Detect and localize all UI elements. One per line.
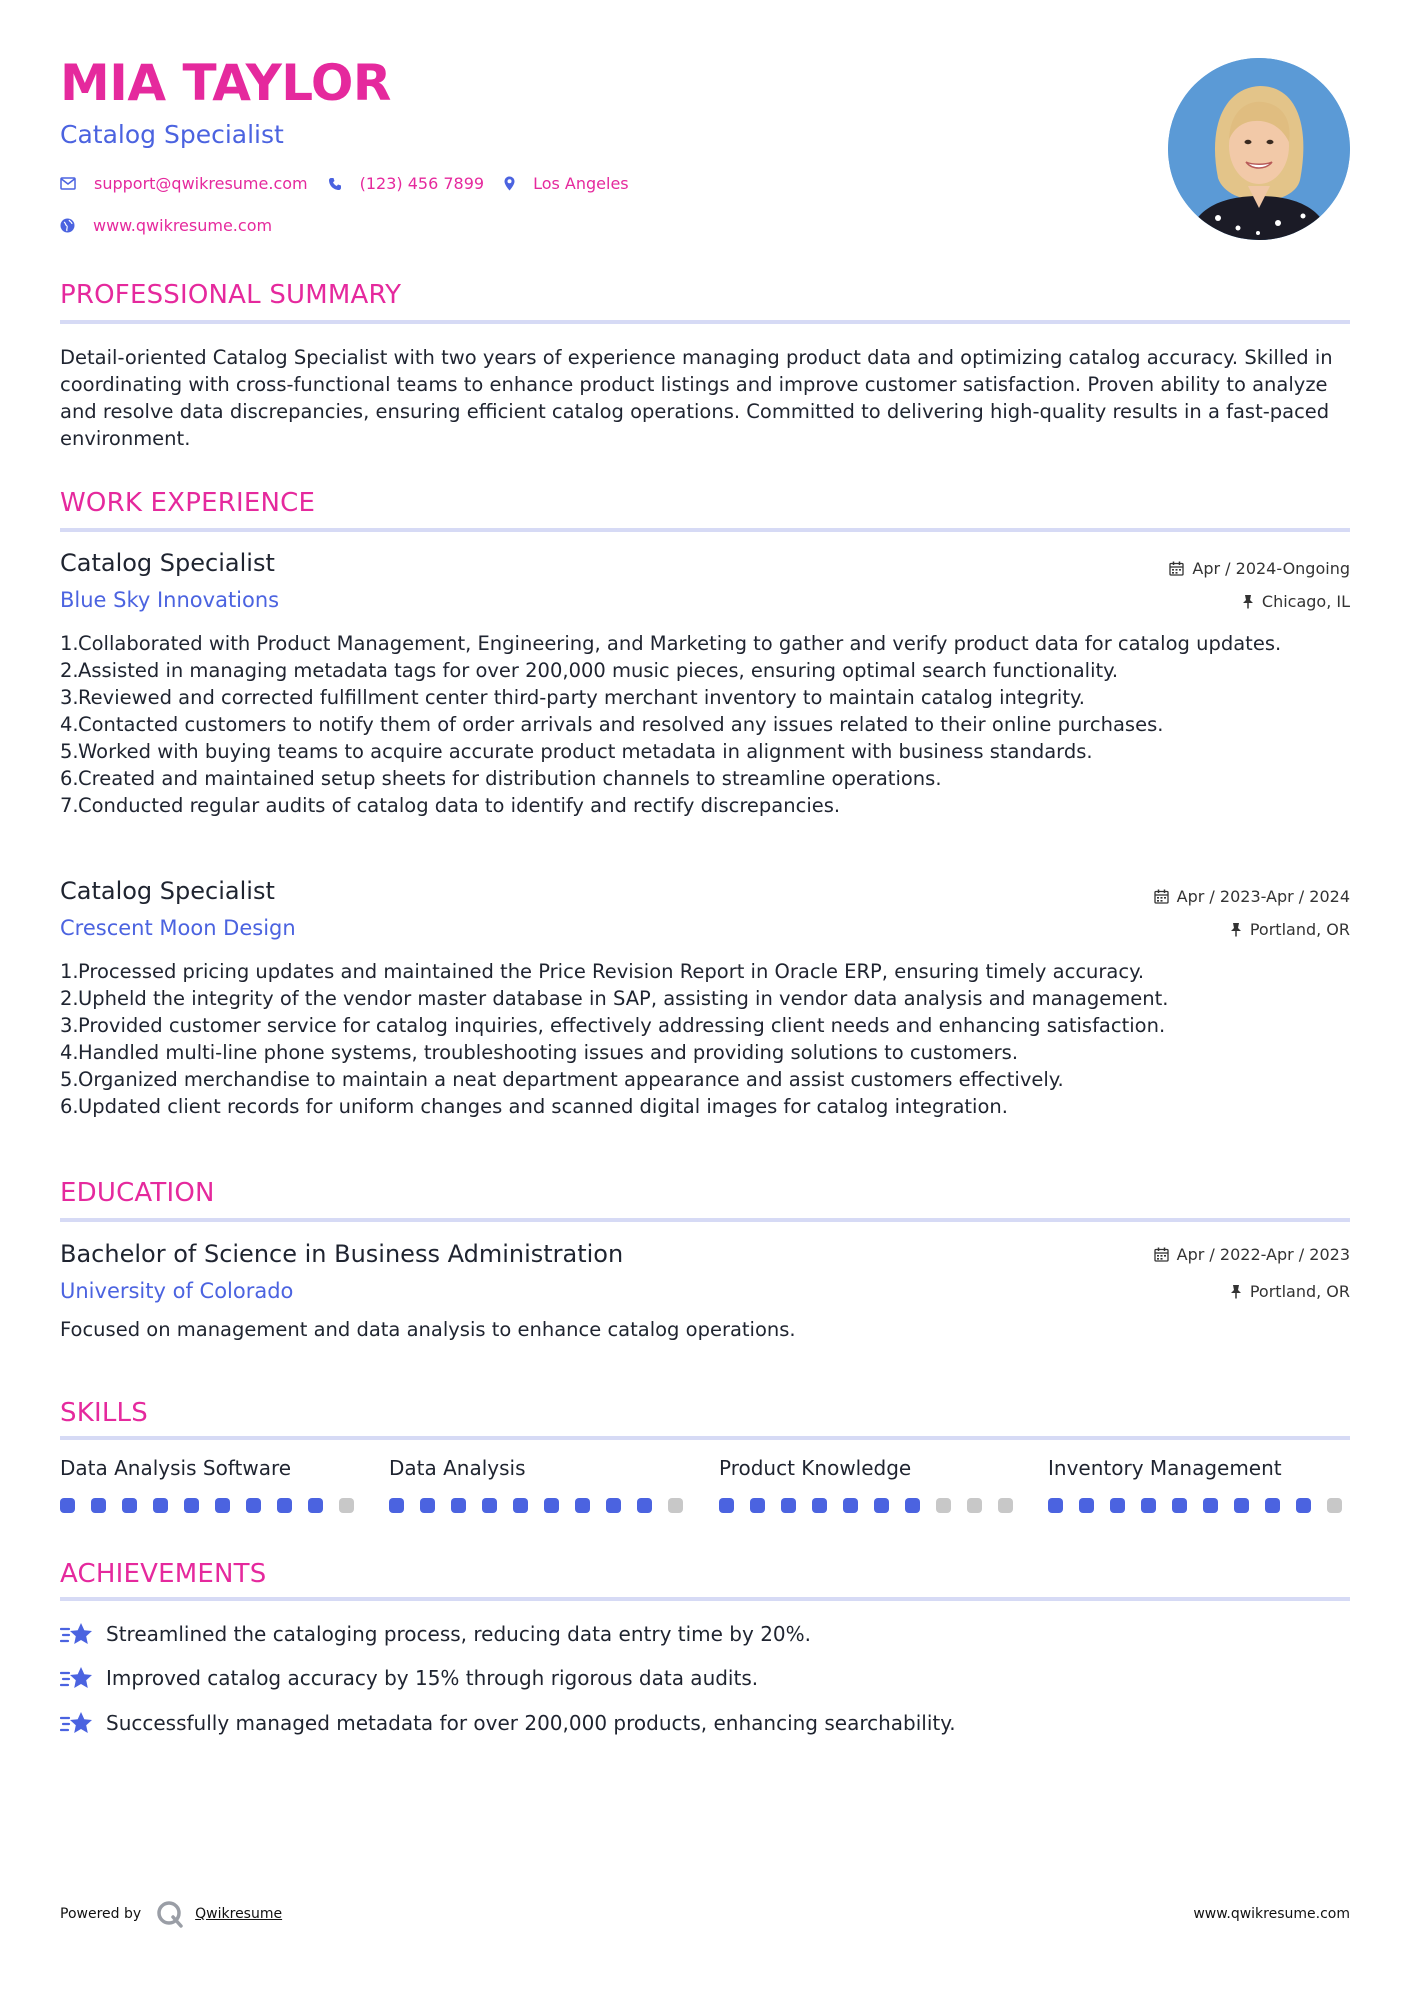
rating-dot-filled xyxy=(1203,1498,1218,1513)
rating-dot-filled xyxy=(719,1498,734,1513)
skill-item xyxy=(719,1456,1019,1513)
job-dates xyxy=(1154,887,1350,906)
achievement-text: Streamlined the cataloging process, reducing data entry time by 20%. xyxy=(106,1622,812,1646)
profile-photo xyxy=(1168,58,1350,240)
job-dates-text: Apr / 2023-Apr / 2024 xyxy=(1176,887,1350,906)
website-link[interactable]: www.qwikresume.com xyxy=(93,216,273,235)
list-item: 3. Reviewed and corrected fulfillment center third-party merchant inventory to maintain catalog integrity. xyxy=(60,686,1085,709)
section-divider xyxy=(60,1436,1350,1440)
candidate-title: Catalog Specialist xyxy=(60,120,284,149)
list-item: 5. Organized merchandise to maintain a neat department appearance and assist customers effectively. xyxy=(60,1068,1064,1091)
skill-item xyxy=(389,1456,689,1513)
footer-website-link[interactable]: www.qwikresume.com xyxy=(1193,1906,1350,1922)
job-company: Crescent Moon Design xyxy=(60,916,296,940)
rating-dot-filled xyxy=(420,1498,435,1513)
rating-dot-filled xyxy=(1234,1498,1249,1513)
list-item: 4. Contacted customers to notify them of order arrivals and resolved any issues related to their online purchases. xyxy=(60,713,1164,736)
achievement-item xyxy=(60,1709,956,1737)
rating-dot-filled xyxy=(606,1498,621,1513)
rating-dot-filled xyxy=(781,1498,796,1513)
education-location-text: Portland, OR xyxy=(1249,1282,1350,1301)
rating-dot-filled xyxy=(812,1498,827,1513)
globe-icon xyxy=(60,218,75,233)
rating-dot-filled xyxy=(153,1498,168,1513)
achievement-text: Successfully managed metadata for over 200,000 products, enhancing searchability. xyxy=(106,1711,956,1735)
rating-dot-filled xyxy=(277,1498,292,1513)
rating-dot-filled xyxy=(874,1498,889,1513)
rating-dot-filled xyxy=(1079,1498,1094,1513)
footer-powered-by xyxy=(60,1900,282,1928)
calendar-icon xyxy=(1169,561,1184,576)
candidate-name: MIA TAYLOR xyxy=(60,54,391,112)
calendar-icon xyxy=(1154,889,1169,904)
list-item: 2. Assisted in managing metadata tags for over 200,000 music pieces, ensuring optimal search functionality. xyxy=(60,659,1119,682)
education-degree: Bachelor of Science in Business Administration xyxy=(60,1240,624,1268)
star-icon xyxy=(60,1620,94,1648)
powered-by-label: Powered by xyxy=(60,1906,142,1922)
rating-dot-filled xyxy=(637,1498,652,1513)
location-text: Los Angeles xyxy=(533,174,629,193)
rating-dot-filled xyxy=(1265,1498,1280,1513)
section-title-education: EDUCATION xyxy=(60,1178,215,1208)
section-divider xyxy=(60,320,1350,324)
pin-icon xyxy=(1230,1284,1242,1299)
section-title-summary: PROFESSIONAL SUMMARY xyxy=(60,280,402,310)
phone-icon xyxy=(328,177,342,191)
list-item: 6. Updated client records for uniform changes and scanned digital images for catalog integration. xyxy=(60,1095,1008,1118)
rating-dot-filled xyxy=(1110,1498,1125,1513)
rating-dot-empty xyxy=(668,1498,683,1513)
rating-dot-filled xyxy=(246,1498,261,1513)
job-responsibilities xyxy=(60,630,1350,819)
job-location-text: Portland, OR xyxy=(1249,920,1350,939)
job-role: Catalog Specialist xyxy=(60,549,275,577)
contact-row xyxy=(60,174,649,193)
pin-icon xyxy=(1242,594,1254,609)
rating-dot-filled xyxy=(389,1498,404,1513)
job-location xyxy=(1242,592,1350,611)
list-item: 3. Provided customer service for catalog inquiries, effectively addressing client needs and enhancing satisfaction. xyxy=(60,1014,1166,1037)
rating-dot-empty xyxy=(1327,1498,1342,1513)
rating-dot-filled xyxy=(1296,1498,1311,1513)
rating-dot-filled xyxy=(843,1498,858,1513)
calendar-icon xyxy=(1154,1247,1169,1262)
qwikresume-logo-icon xyxy=(155,1900,185,1928)
website-row xyxy=(60,216,292,235)
rating-dot-filled xyxy=(184,1498,199,1513)
section-title-experience: WORK EXPERIENCE xyxy=(60,488,316,518)
job-location-text: Chicago, IL xyxy=(1261,592,1350,611)
list-item: 1. Collaborated with Product Management, Engineering, and Marketing to gather and verify product data for catalog updates. xyxy=(60,632,1282,655)
pin-icon xyxy=(1230,922,1242,937)
map-marker-icon xyxy=(504,176,515,191)
job-company: Blue Sky Innovations xyxy=(60,588,280,612)
job-responsibilities xyxy=(60,958,1350,1120)
job-role: Catalog Specialist xyxy=(60,877,275,905)
rating-dot-empty xyxy=(339,1498,354,1513)
skill-item xyxy=(60,1456,360,1513)
rating-dot-filled xyxy=(1172,1498,1187,1513)
list-item: 6. Created and maintained setup sheets for distribution channels to streamline operations. xyxy=(60,767,942,790)
email-link[interactable]: support@qwikresume.com xyxy=(94,174,308,193)
rating-dot-filled xyxy=(750,1498,765,1513)
skill-rating xyxy=(60,1498,360,1513)
section-divider xyxy=(60,1597,1350,1601)
job-dates-text: Apr / 2024-Ongoing xyxy=(1192,559,1350,578)
section-title-skills: SKILLS xyxy=(60,1398,148,1428)
list-item: 7. Conducted regular audits of catalog data to identify and rectify discrepancies. xyxy=(60,794,841,817)
rating-dot-empty xyxy=(967,1498,982,1513)
rating-dot-filled xyxy=(544,1498,559,1513)
achievement-item xyxy=(60,1664,758,1692)
job-location xyxy=(1230,920,1350,939)
star-icon xyxy=(60,1664,94,1692)
rating-dot-filled xyxy=(215,1498,230,1513)
envelope-icon xyxy=(60,177,76,190)
phone-number[interactable]: (123) 456 7899 xyxy=(359,174,485,193)
job-dates xyxy=(1169,559,1350,578)
rating-dot-filled xyxy=(308,1498,323,1513)
skill-name: Data Analysis Software xyxy=(60,1456,292,1480)
list-item: 5. Worked with buying teams to acquire accurate product metadata in alignment with business standards. xyxy=(60,740,1093,763)
skill-name: Data Analysis xyxy=(389,1456,526,1480)
summary-text: Detail-oriented Catalog Specialist with two years of experience managing product data and optimizing catalog accuracy. Skilled in coordinating with cross-functional teams to enhance product listings and improve customer satisfaction. Proven ability to analyze and resolve data discrepancies, ensuring efficient catalog operations. Committed to delivering high-quality results in a fast-paced environment. xyxy=(60,346,1333,450)
rating-dot-filled xyxy=(60,1498,75,1513)
section-title-achievements: ACHIEVEMENTS xyxy=(60,1559,267,1589)
education-dates-text: Apr / 2022-Apr / 2023 xyxy=(1176,1245,1350,1264)
rating-dot-filled xyxy=(451,1498,466,1513)
brand-link[interactable]: Qwikresume xyxy=(195,1906,283,1922)
rating-dot-filled xyxy=(1141,1498,1156,1513)
list-item: 1. Processed pricing updates and maintained the Price Revision Report in Oracle ERP, ensuring timely accuracy. xyxy=(60,960,1145,983)
skill-item xyxy=(1048,1456,1348,1513)
education-location xyxy=(1230,1282,1350,1301)
skill-rating xyxy=(719,1498,1019,1513)
rating-dot-empty xyxy=(998,1498,1013,1513)
skill-rating xyxy=(389,1498,689,1513)
rating-dot-filled xyxy=(91,1498,106,1513)
list-item: 4. Handled multi-line phone systems, troubleshooting issues and providing solutions to customers. xyxy=(60,1041,1019,1064)
education-description: Focused on management and data analysis to enhance catalog operations. xyxy=(60,1318,796,1341)
rating-dot-filled xyxy=(122,1498,137,1513)
rating-dot-filled xyxy=(1048,1498,1063,1513)
achievement-item xyxy=(60,1620,811,1648)
education-school: University of Colorado xyxy=(60,1279,294,1303)
skill-rating xyxy=(1048,1498,1348,1513)
rating-dot-filled xyxy=(482,1498,497,1513)
rating-dot-filled xyxy=(513,1498,528,1513)
skill-name: Inventory Management xyxy=(1048,1456,1282,1480)
rating-dot-filled xyxy=(575,1498,590,1513)
rating-dot-filled xyxy=(905,1498,920,1513)
list-item: 2. Upheld the integrity of the vendor master database in SAP, assisting in vendor data analysis and management. xyxy=(60,987,1169,1010)
section-divider xyxy=(60,528,1350,532)
star-icon xyxy=(60,1709,94,1737)
skill-name: Product Knowledge xyxy=(719,1456,912,1480)
education-dates xyxy=(1154,1245,1350,1264)
rating-dot-empty xyxy=(936,1498,951,1513)
achievement-text: Improved catalog accuracy by 15% through rigorous data audits. xyxy=(106,1666,759,1690)
section-divider xyxy=(60,1218,1350,1222)
